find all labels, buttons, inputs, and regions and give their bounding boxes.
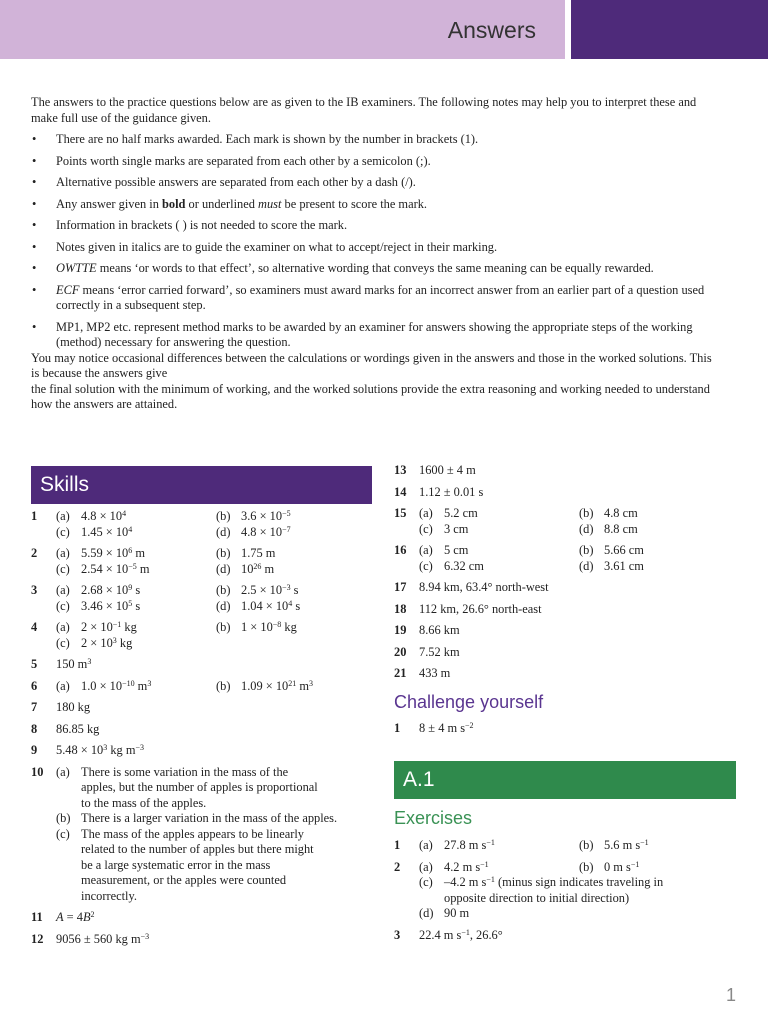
part-value: $1.09 \times 10^{21}$ $m^3$: [241, 678, 314, 693]
bullet-glyph: •: [32, 319, 37, 334]
part-label: (b): [579, 506, 594, 520]
answer-part: [56, 827, 376, 905]
answer-row: [56, 525, 376, 541]
answer-part: [419, 522, 579, 538]
part-label: (a): [419, 543, 433, 557]
part-label: (b): [216, 583, 231, 597]
answer-part: [419, 906, 739, 922]
intro-notes: [31, 95, 721, 413]
answer-part: [216, 562, 376, 578]
answer-part: [56, 636, 232, 652]
answer-value: 86.85 kg: [56, 721, 100, 736]
question-number: 17: [394, 580, 407, 594]
question-number: 7: [31, 700, 38, 714]
question-number: 13: [394, 463, 407, 477]
answer-row: [419, 522, 739, 538]
answer-part: [419, 543, 579, 559]
part-value: 5 cm: [444, 543, 469, 557]
challenge-heading: Challenge yourself: [394, 691, 544, 712]
question-number: 1: [394, 720, 401, 735]
question-number: 2: [394, 859, 401, 874]
question-number: 16: [394, 543, 407, 557]
answer-item: [394, 860, 739, 922]
answer-item: [394, 485, 739, 501]
answer-part: [216, 509, 376, 525]
part-value: $2.54 \times 10^{-5}$ m: [81, 561, 150, 576]
part-value: 5.2 cm: [444, 506, 478, 520]
question-number: 12: [31, 931, 44, 946]
part-label: (d): [419, 906, 434, 920]
answer-value: $5.48 \times 10^3$ kg $m^{-3}$: [56, 743, 145, 757]
question-number: 21: [394, 666, 407, 680]
answer-item: [31, 509, 376, 540]
answer-part: [56, 765, 376, 812]
note-italic-text: must: [258, 196, 282, 211]
part-label: (a): [56, 764, 70, 779]
answer-part: [216, 620, 376, 636]
answer-value: 180 kg: [56, 700, 91, 714]
answer-row: [419, 506, 739, 522]
question-number: 2: [31, 546, 38, 560]
intro-paragraph: The answers to the practice questions below are as given to the IB examiners. The following notes may help you to interpret these and make full use of the guidance given.: [31, 95, 697, 125]
answer-row: [419, 559, 739, 575]
part-value: 6.32 cm: [444, 558, 484, 573]
part-label: (d): [579, 558, 594, 573]
part-label: (a): [419, 838, 433, 852]
answer-part: [419, 875, 739, 906]
question-number: 3: [31, 583, 38, 597]
part-label: (b): [216, 509, 231, 523]
answer-part: [56, 583, 216, 599]
intro-paragraph: You may notice occasional differences between the calculations or wordings given in the answers and those in the worked solutions. This is because the answers give: [31, 350, 712, 380]
bullet-glyph: •: [32, 196, 37, 211]
question-number: 11: [31, 910, 43, 924]
part-label: (a): [56, 509, 70, 523]
part-value: $1.04 \times 10^4$ s: [241, 598, 301, 613]
answer-value: 8 ± 4 m $s^{-2}$: [419, 720, 474, 735]
answer-row: [419, 543, 739, 559]
note-text: means ‘error carried forward’, so examiners must award marks for an incorrect answer from an earlier part of a question used correctly in a subsequent step.: [56, 282, 705, 312]
bullet-glyph: •: [32, 175, 37, 189]
question-number: 5: [31, 657, 38, 671]
part-label: (c): [419, 558, 433, 573]
note-item: [31, 175, 721, 191]
exercises-heading: Exercises: [394, 808, 473, 828]
note-item: [31, 261, 721, 277]
intro-paragraph: the final solution with the minimum of working, and the worked solutions provide the extra reasoning and working needed to understand how the answers are attained.: [31, 381, 710, 411]
note-text: or underlined: [185, 196, 259, 211]
answer-row: [56, 620, 376, 636]
answer-part: [56, 525, 216, 541]
part-label: (c): [56, 524, 70, 539]
note-item: [31, 218, 721, 234]
part-value: 90 m: [444, 906, 470, 920]
part-value: $10^{26}$ m: [241, 561, 275, 576]
skills-section-heading: Skills: [31, 466, 372, 504]
note-text: MP1, MP2 etc. represent method marks to be awarded by an examiner for answers showing the appropriate steps of the working (method) necessary for answering the question.: [56, 319, 693, 349]
header-accent-block: [571, 0, 768, 59]
part-value: $1 \times 10^{-8}$ kg: [241, 620, 297, 634]
skills-column: [31, 466, 376, 947]
part-value: 4.8 cm: [604, 506, 638, 520]
part-value: 1.75 m: [241, 546, 276, 560]
note-bold-text: bold: [162, 196, 186, 211]
question-number: 18: [394, 601, 407, 616]
part-label: (a): [56, 620, 70, 634]
part-label: (b): [216, 546, 231, 560]
answer-row: [56, 562, 376, 578]
answer-part: [216, 525, 376, 541]
part-value: $4.8 \times 10^4$: [81, 509, 127, 523]
part-value: $2 \times 10^{-1}$ kg: [81, 620, 137, 634]
answer-item: [31, 932, 376, 948]
question-number: 19: [394, 623, 407, 637]
note-italic-text: OWTTE: [56, 261, 97, 275]
bullet-glyph: •: [32, 153, 37, 168]
answer-item: [31, 700, 376, 716]
part-value: There is a larger variation in the mass of the apples.: [81, 811, 338, 825]
part-label: (d): [216, 561, 231, 576]
answer-part: [419, 559, 579, 575]
answer-item: [394, 666, 739, 682]
answer-part: [419, 860, 579, 876]
answer-part: [216, 583, 376, 599]
question-number: 20: [394, 644, 407, 659]
part-label: (b): [579, 838, 594, 852]
answer-part: [579, 559, 739, 575]
part-value: 0 m $s^{-1}$: [604, 859, 640, 874]
part-label: (a): [56, 583, 70, 597]
part-label: (a): [56, 546, 70, 560]
note-item: [31, 283, 721, 314]
answer-item: [31, 679, 376, 695]
question-number: 6: [31, 678, 38, 693]
note-item: [31, 132, 721, 148]
answer-row: [56, 679, 376, 695]
answer-item: [31, 657, 376, 673]
answer-value: 22.4 m $s^{-1}$, 26.6°: [419, 927, 503, 942]
answer-item: [394, 838, 739, 854]
part-value: The mass of the apples appears to be linearly related to the number of apples but there might be a large systematic error in the mass measurement, or the apples were counted incorrectly.: [81, 826, 314, 903]
answer-row: [56, 636, 376, 652]
answer-value: 9056 ± 560 kg $m^{-3}$: [56, 931, 150, 946]
answer-part: [579, 506, 739, 522]
bullet-glyph: •: [32, 239, 37, 254]
answer-value: 8.66 km: [419, 623, 460, 637]
answer-part: [56, 811, 376, 827]
part-value: 5.66 cm: [604, 543, 644, 557]
note-item: [31, 320, 721, 351]
answer-row: [419, 838, 739, 854]
part-value: –4.2 m $s^{-1}$ (minus sign indicates traveling in opposite direction to initial direction): [444, 875, 664, 905]
part-value: 27.8 m $s^{-1}$: [444, 838, 495, 852]
part-value: $2.68 \times 10^9$ s: [81, 583, 141, 597]
note-italic-text: ECF: [56, 282, 80, 297]
answer-part: [56, 546, 216, 562]
part-label: (c): [56, 598, 70, 613]
part-value: $3.46 \times 10^5$ s: [81, 598, 141, 613]
question-number: 9: [31, 743, 38, 757]
part-value: 3.61 cm: [604, 558, 644, 573]
bullet-glyph: •: [32, 132, 37, 146]
right-column: [394, 463, 739, 943]
answer-item: [31, 743, 376, 759]
part-value: $2 \times 10^3$ kg: [81, 635, 133, 650]
bullet-glyph: •: [32, 218, 37, 232]
answer-part: [56, 679, 216, 695]
part-value: $3.6 \times 10^{-5}$: [241, 509, 291, 523]
part-value: $1.45 \times 10^4$: [81, 524, 133, 539]
note-item: [31, 197, 721, 213]
note-item: [31, 154, 721, 170]
answer-item: [394, 463, 739, 479]
part-value: 5.6 m $s^{-1}$: [604, 838, 649, 852]
part-label: (c): [419, 521, 433, 536]
answer-part: [56, 562, 216, 578]
page-title: Answers: [447, 17, 536, 43]
answer-row: [56, 583, 376, 599]
answer-item: [31, 722, 376, 738]
answer-item: [31, 583, 376, 614]
question-number: 8: [31, 721, 38, 736]
answer-item: [394, 645, 739, 661]
part-label: (b): [56, 811, 71, 825]
answer-value: 112 km, 26.6° north-east: [419, 601, 542, 616]
answer-part: [216, 599, 376, 615]
answer-item: [394, 506, 739, 537]
note-item: [31, 240, 721, 256]
bullet-glyph: •: [32, 261, 37, 275]
part-label: (d): [216, 524, 231, 539]
bullet-glyph: •: [32, 282, 37, 297]
part-value: 8.8 cm: [604, 521, 638, 536]
answer-item: [31, 765, 376, 905]
part-label: (b): [579, 859, 594, 874]
answer-part: [579, 838, 739, 854]
part-label: (c): [56, 635, 70, 650]
answer-value: $A = 4B^2$: [56, 910, 95, 924]
answer-item: [31, 910, 376, 926]
answer-part: [579, 522, 739, 538]
page-number: 1: [725, 985, 736, 1005]
answer-part: [216, 546, 376, 562]
note-text: Information in brackets ( ) is not needed to score the mark.: [56, 218, 348, 232]
part-label: (d): [216, 598, 231, 613]
answer-row: [419, 860, 739, 876]
answer-item: [394, 543, 739, 574]
answer-part: [56, 620, 216, 636]
part-value: 4.2 m $s^{-1}$: [444, 859, 489, 874]
part-label: (a): [419, 859, 433, 874]
answer-part: [419, 838, 579, 854]
question-number: 15: [394, 506, 407, 520]
note-text: Notes given in italics are to guide the examiner on what to accept/reject in their marking.: [56, 239, 498, 254]
note-text: Alternative possible answers are separated from each other by a dash (/).: [56, 175, 416, 189]
part-label: (c): [56, 561, 70, 576]
answer-value: 7.52 km: [419, 644, 460, 659]
part-value: $1.0 \times 10^{-10}$ $m^3$: [81, 678, 152, 693]
part-label: (d): [579, 521, 594, 536]
part-value: $2.5 \times 10^{-3}$ s: [241, 583, 299, 597]
a1-section-heading: A.1: [394, 761, 736, 799]
part-label: (c): [56, 826, 70, 841]
question-number: 1: [394, 838, 401, 852]
answer-part: [579, 543, 739, 559]
answer-value: 8.94 km, 63.4° north-west: [419, 580, 549, 594]
part-label: (a): [56, 678, 70, 693]
answer-item: [394, 580, 739, 596]
answer-part: [56, 599, 216, 615]
answer-value: 1.12 ± 0.01 s: [419, 484, 484, 499]
part-value: $4.8 \times 10^{-7}$: [241, 524, 291, 539]
part-label: (b): [216, 620, 231, 634]
question-number: 3: [394, 927, 401, 942]
answer-value: 1600 ± 4 m: [419, 463, 476, 477]
answer-item: [31, 546, 376, 577]
part-label: (b): [579, 543, 594, 557]
part-value: There is some variation in the mass of the apples, but the number of apples is proportional to the mass of the apples.: [81, 764, 318, 810]
note-text: means ‘or words to that effect’, so alternative wording that conveys the same meaning can be equally rewarded.: [96, 261, 654, 275]
question-number: 10: [31, 764, 44, 779]
answer-item: [394, 721, 739, 737]
answer-item: [394, 928, 739, 944]
part-label: (a): [419, 506, 433, 520]
question-number: 14: [394, 484, 407, 499]
notes-list: [31, 132, 721, 351]
note-text: Any answer given in: [56, 196, 162, 211]
part-label: (c): [419, 875, 433, 889]
note-text: Points worth single marks are separated from each other by a semicolon (;).: [56, 153, 431, 168]
answer-row: [56, 546, 376, 562]
answer-value: 433 m: [419, 666, 451, 680]
note-text: There are no half marks awarded. Each mark is shown by the number in brackets (1).: [56, 132, 479, 146]
answer-row: [56, 509, 376, 525]
part-label: (b): [216, 678, 231, 693]
question-number: 4: [31, 620, 38, 634]
answer-row: [56, 599, 376, 615]
answer-value: 150 $m^3$: [56, 657, 92, 671]
answer-part: [216, 679, 376, 695]
answer-item: [394, 602, 739, 618]
answer-item: [394, 623, 739, 639]
answer-part: [56, 509, 216, 525]
question-number: 1: [31, 509, 38, 523]
part-value: $5.59 \times 10^6$ m: [81, 546, 146, 560]
answer-part: [579, 860, 739, 876]
part-value: 3 cm: [444, 521, 469, 536]
note-text: be present to score the mark.: [281, 196, 427, 211]
answer-part: [419, 506, 579, 522]
answer-item: [31, 620, 376, 651]
